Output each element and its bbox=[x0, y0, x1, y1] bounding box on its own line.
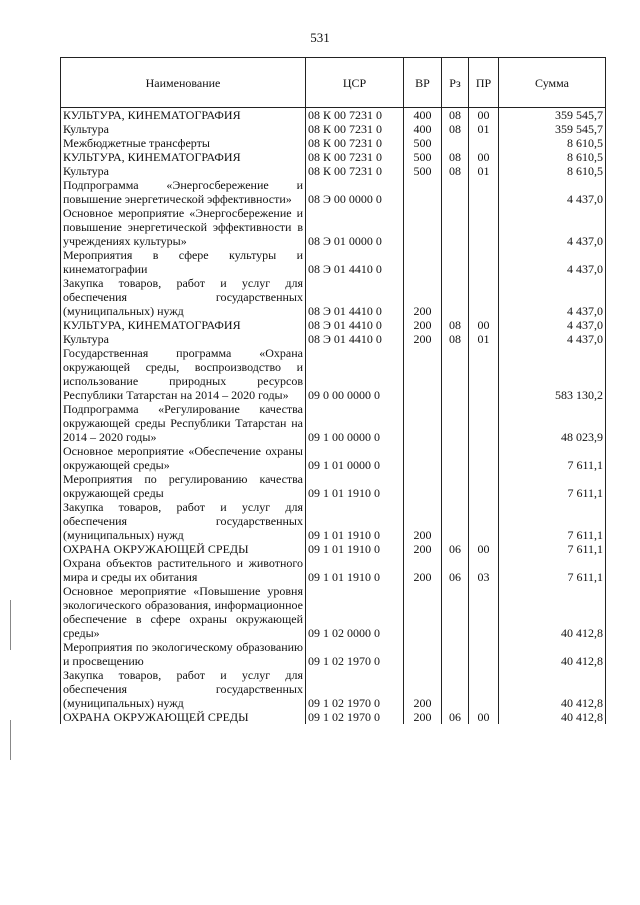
table-row bbox=[61, 206, 606, 248]
cell-pr bbox=[469, 472, 499, 500]
cell-sum: 359 545,7 bbox=[499, 122, 606, 136]
cell-rz bbox=[442, 444, 469, 472]
cell-rz bbox=[442, 206, 469, 248]
cell-pr bbox=[469, 668, 499, 710]
table-body bbox=[61, 108, 606, 725]
cell-rz bbox=[442, 346, 469, 402]
cell-name: Мероприятия по регулированию качества окружающей среды bbox=[61, 472, 306, 500]
cell-csr: 09 1 02 1970 0 bbox=[306, 668, 404, 710]
cell-rz bbox=[442, 472, 469, 500]
table-row bbox=[61, 500, 606, 542]
table-row bbox=[61, 332, 606, 346]
cell-pr bbox=[469, 444, 499, 472]
cell-rz bbox=[442, 640, 469, 668]
cell-sum: 7 611,1 bbox=[499, 556, 606, 584]
cell-pr bbox=[469, 206, 499, 248]
cell-rz bbox=[442, 402, 469, 444]
cell-rz bbox=[442, 136, 469, 150]
cell-rz: 08 bbox=[442, 332, 469, 346]
table-row bbox=[61, 640, 606, 668]
cell-sum: 7 611,1 bbox=[499, 444, 606, 472]
cell-name: Государственная программа «Охрана окружающей среды, воспроизводство и использование природных ресурсов Республики Татарстан на 2014 – 2020 годы» bbox=[61, 346, 306, 402]
cell-vr bbox=[404, 584, 442, 640]
cell-pr bbox=[469, 178, 499, 206]
cell-vr bbox=[404, 206, 442, 248]
header-csr: ЦСР bbox=[306, 58, 404, 108]
cell-csr: 08 Э 00 0000 0 bbox=[306, 178, 404, 206]
cell-name: КУЛЬТУРА, КИНЕМАТОГРАФИЯ bbox=[61, 318, 306, 332]
cell-csr: 09 1 01 1910 0 bbox=[306, 500, 404, 542]
cell-vr bbox=[404, 472, 442, 500]
header-sum: Сумма bbox=[499, 58, 606, 108]
cell-name: Основное мероприятие «Энергосбережение и повышение энергетической эффективности в учреждениях культуры» bbox=[61, 206, 306, 248]
cell-sum: 48 023,9 bbox=[499, 402, 606, 444]
cell-sum: 40 412,8 bbox=[499, 584, 606, 640]
cell-csr: 08 К 00 7231 0 bbox=[306, 108, 404, 123]
cell-name: Охрана объектов растительного и животного мира и среды их обитания bbox=[61, 556, 306, 584]
cell-vr: 500 bbox=[404, 164, 442, 178]
cell-vr: 200 bbox=[404, 710, 442, 724]
cell-sum: 359 545,7 bbox=[499, 108, 606, 123]
cell-name: Закупка товаров, работ и услуг для обеспечения государственных (муниципальных) нужд bbox=[61, 668, 306, 710]
cell-name: Мероприятия в сфере культуры и кинематографии bbox=[61, 248, 306, 276]
cell-name: Закупка товаров, работ и услуг для обеспечения государственных (муниципальных) нужд bbox=[61, 500, 306, 542]
page-number: 531 bbox=[310, 30, 330, 45]
table-row bbox=[61, 668, 606, 710]
table-row bbox=[61, 542, 606, 556]
cell-vr: 500 bbox=[404, 150, 442, 164]
cell-rz bbox=[442, 500, 469, 542]
cell-vr: 200 bbox=[404, 332, 442, 346]
cell-vr: 200 bbox=[404, 500, 442, 542]
cell-name: Основное мероприятие «Повышение уровня экологического образования, информационное обеспечение в сфере охраны окружающей среды» bbox=[61, 584, 306, 640]
cell-name: Культура bbox=[61, 122, 306, 136]
table-row bbox=[61, 318, 606, 332]
cell-rz: 08 bbox=[442, 164, 469, 178]
table-row bbox=[61, 164, 606, 178]
cell-csr: 08 Э 01 4410 0 bbox=[306, 248, 404, 276]
cell-csr: 08 Э 01 4410 0 bbox=[306, 318, 404, 332]
cell-rz bbox=[442, 584, 469, 640]
cell-name: ОХРАНА ОКРУЖАЮЩЕЙ СРЕДЫ bbox=[61, 710, 306, 724]
header-rz: Рз bbox=[442, 58, 469, 108]
cell-csr: 09 1 02 1970 0 bbox=[306, 640, 404, 668]
cell-sum: 8 610,5 bbox=[499, 164, 606, 178]
cell-vr: 200 bbox=[404, 556, 442, 584]
cell-vr bbox=[404, 640, 442, 668]
table-row bbox=[61, 710, 606, 724]
cell-csr: 09 1 01 1910 0 bbox=[306, 472, 404, 500]
cell-vr bbox=[404, 402, 442, 444]
cell-sum: 40 412,8 bbox=[499, 640, 606, 668]
cell-name: ОХРАНА ОКРУЖАЮЩЕЙ СРЕДЫ bbox=[61, 542, 306, 556]
table-row bbox=[61, 346, 606, 402]
cell-rz: 08 bbox=[442, 318, 469, 332]
cell-vr: 400 bbox=[404, 122, 442, 136]
cell-vr: 200 bbox=[404, 276, 442, 318]
cell-name: Подпрограмма «Энергосбережение и повышение энергетической эффективности» bbox=[61, 178, 306, 206]
cell-csr: 09 1 01 0000 0 bbox=[306, 444, 404, 472]
cell-sum: 7 611,1 bbox=[499, 472, 606, 500]
cell-pr: 01 bbox=[469, 332, 499, 346]
table-header-row bbox=[61, 58, 606, 108]
table-row bbox=[61, 556, 606, 584]
cell-vr bbox=[404, 444, 442, 472]
cell-csr: 08 Э 01 4410 0 bbox=[306, 332, 404, 346]
scan-margin-mark bbox=[10, 600, 11, 650]
cell-name: Основное мероприятие «Обеспечение охраны окружающей среды» bbox=[61, 444, 306, 472]
cell-pr: 01 bbox=[469, 164, 499, 178]
cell-name: Подпрограмма «Регулирование качества окружающей среды Республики Татарстан на 2014 – 2020 годы» bbox=[61, 402, 306, 444]
cell-sum: 4 437,0 bbox=[499, 178, 606, 206]
table-row bbox=[61, 136, 606, 150]
cell-rz: 08 bbox=[442, 150, 469, 164]
table-row bbox=[61, 122, 606, 136]
cell-name: Закупка товаров, работ и услуг для обеспечения государственных (муниципальных) нужд bbox=[61, 276, 306, 318]
cell-pr bbox=[469, 402, 499, 444]
cell-csr: 08 К 00 7231 0 bbox=[306, 150, 404, 164]
cell-rz bbox=[442, 276, 469, 318]
cell-rz: 08 bbox=[442, 108, 469, 123]
table-row bbox=[61, 150, 606, 164]
cell-name: Культура bbox=[61, 332, 306, 346]
table-row bbox=[61, 584, 606, 640]
cell-sum: 8 610,5 bbox=[499, 136, 606, 150]
cell-sum: 583 130,2 bbox=[499, 346, 606, 402]
table-row bbox=[61, 108, 606, 123]
cell-csr: 09 1 02 1970 0 bbox=[306, 710, 404, 724]
cell-vr bbox=[404, 346, 442, 402]
cell-sum: 4 437,0 bbox=[499, 332, 606, 346]
cell-pr bbox=[469, 136, 499, 150]
cell-rz bbox=[442, 248, 469, 276]
cell-sum: 4 437,0 bbox=[499, 248, 606, 276]
cell-csr: 09 1 01 1910 0 bbox=[306, 542, 404, 556]
cell-pr: 00 bbox=[469, 710, 499, 724]
cell-pr bbox=[469, 584, 499, 640]
table-row bbox=[61, 472, 606, 500]
cell-pr: 00 bbox=[469, 542, 499, 556]
cell-vr bbox=[404, 248, 442, 276]
cell-csr: 09 1 01 1910 0 bbox=[306, 556, 404, 584]
cell-rz: 08 bbox=[442, 122, 469, 136]
table-row bbox=[61, 178, 606, 206]
cell-sum: 40 412,8 bbox=[499, 668, 606, 710]
cell-vr: 200 bbox=[404, 542, 442, 556]
cell-rz: 06 bbox=[442, 710, 469, 724]
cell-rz: 06 bbox=[442, 556, 469, 584]
cell-csr: 08 Э 01 4410 0 bbox=[306, 276, 404, 318]
cell-vr: 500 bbox=[404, 136, 442, 150]
cell-csr: 09 1 02 0000 0 bbox=[306, 584, 404, 640]
cell-sum: 4 437,0 bbox=[499, 276, 606, 318]
cell-name: Культура bbox=[61, 164, 306, 178]
cell-vr: 200 bbox=[404, 668, 442, 710]
cell-rz bbox=[442, 178, 469, 206]
cell-rz: 06 bbox=[442, 542, 469, 556]
cell-pr: 00 bbox=[469, 108, 499, 123]
cell-sum: 4 437,0 bbox=[499, 206, 606, 248]
cell-sum: 7 611,1 bbox=[499, 500, 606, 542]
table-row bbox=[61, 276, 606, 318]
cell-pr: 03 bbox=[469, 556, 499, 584]
cell-pr bbox=[469, 346, 499, 402]
header-name: Наименование bbox=[61, 58, 306, 108]
cell-csr: 09 1 00 0000 0 bbox=[306, 402, 404, 444]
cell-vr bbox=[404, 178, 442, 206]
cell-vr: 400 bbox=[404, 108, 442, 123]
cell-name: КУЛЬТУРА, КИНЕМАТОГРАФИЯ bbox=[61, 108, 306, 123]
cell-csr: 08 Э 01 0000 0 bbox=[306, 206, 404, 248]
cell-sum: 40 412,8 bbox=[499, 710, 606, 724]
cell-sum: 8 610,5 bbox=[499, 150, 606, 164]
budget-table bbox=[60, 57, 606, 724]
cell-pr bbox=[469, 248, 499, 276]
cell-name: Межбюджетные трансферты bbox=[61, 136, 306, 150]
cell-csr: 09 0 00 0000 0 bbox=[306, 346, 404, 402]
table-row bbox=[61, 402, 606, 444]
cell-sum: 7 611,1 bbox=[499, 542, 606, 556]
cell-pr bbox=[469, 276, 499, 318]
cell-csr: 08 К 00 7231 0 bbox=[306, 164, 404, 178]
cell-pr: 00 bbox=[469, 150, 499, 164]
cell-sum: 4 437,0 bbox=[499, 318, 606, 332]
cell-name: Мероприятия по экологическому образованию и просвещению bbox=[61, 640, 306, 668]
scan-margin-mark bbox=[10, 720, 11, 760]
cell-rz bbox=[442, 668, 469, 710]
header-vr: ВР bbox=[404, 58, 442, 108]
header-pr: ПР bbox=[469, 58, 499, 108]
table-row bbox=[61, 248, 606, 276]
table-row bbox=[61, 444, 606, 472]
cell-pr bbox=[469, 500, 499, 542]
cell-csr: 08 К 00 7231 0 bbox=[306, 122, 404, 136]
cell-pr: 00 bbox=[469, 318, 499, 332]
cell-vr: 200 bbox=[404, 318, 442, 332]
cell-pr: 01 bbox=[469, 122, 499, 136]
cell-csr: 08 К 00 7231 0 bbox=[306, 136, 404, 150]
cell-pr bbox=[469, 640, 499, 668]
cell-name: КУЛЬТУРА, КИНЕМАТОГРАФИЯ bbox=[61, 150, 306, 164]
